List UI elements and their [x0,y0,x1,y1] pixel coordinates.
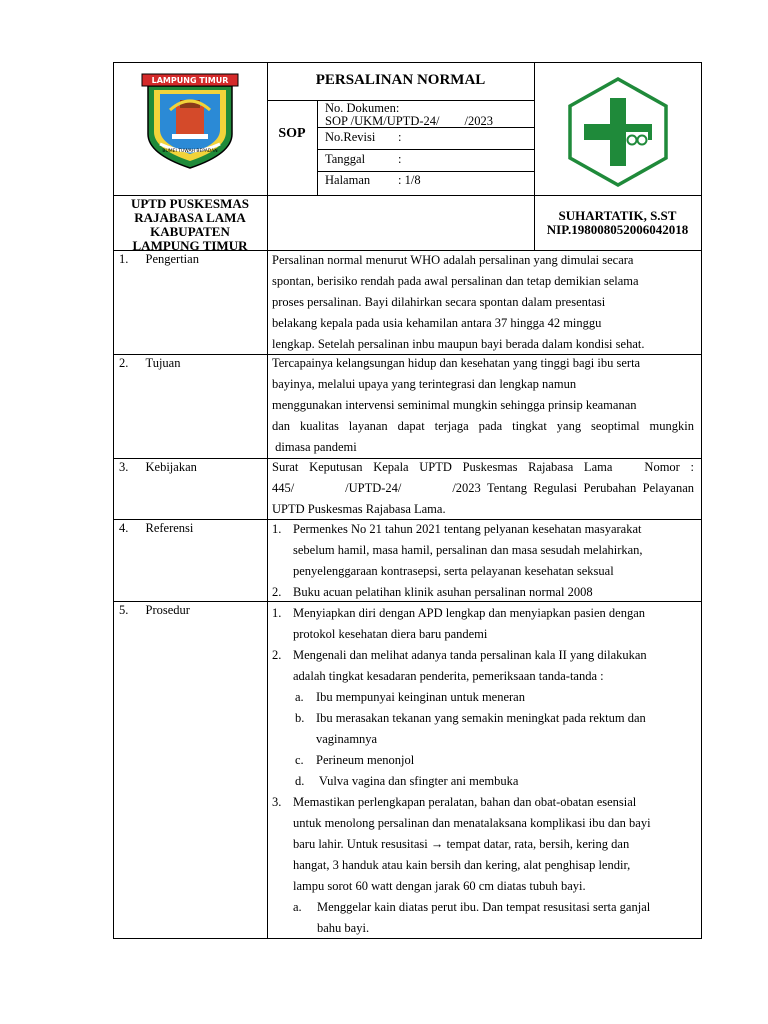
lampung-timur-logo [140,72,240,172]
no-revisi-colon: : [398,130,402,144]
text-line: bayinya, melalui upaya yang terintegrasi dan lengkap namun [272,377,577,391]
text-line: 445/ /UPTD-24/ /2023 Tentang Regulasi Perubahan Pelayanan [272,481,694,495]
text-line: UPTD Puskesmas Rajabasa Lama. [272,502,446,516]
sub-list-letter: d. [295,774,305,788]
kebijakan-text [272,457,694,520]
section-number: 1. [119,252,129,266]
prosedur-list [272,603,696,939]
svg-text:BUMEI TUWAH BEPADAN: BUMEI TUWAH BEPADAN [162,149,218,154]
section-number: 2. [119,356,129,370]
text-line: Memastikan perlengkapan peralatan, bahan dan obat-obatan esensial [293,795,637,809]
section-prosedur-label [119,603,190,618]
text-line: penyelenggaraan kontrasepsi, serta pelayanan kesehatan seksual [293,564,614,578]
section-referensi-label [119,521,193,536]
no-revisi-label: No.Revisi [325,130,376,144]
text-line: Perineum menonjol [316,753,415,767]
text-line: proses persalinan. Bayi dilahirkan secara spontan dalam presentasi [272,295,606,309]
tanggal-label: Tanggal [325,152,366,166]
halaman-value: : 1/8 [398,173,421,187]
section-tujuan-label [119,356,180,371]
section-title: Kebijakan [145,460,197,474]
no-dokumen-value: SOP /UKM/UPTD-24/ /2023 [325,114,493,128]
text-line: Tercapainya kelangsungan hidup dan kesehatan yang tinggi bagi ibu serta [272,356,641,370]
sub-list-item [293,771,696,792]
text-line: dan kualitas layanan dapat terjaga pada tingkat yang seoptimal mungkin [272,419,694,433]
referensi-list [272,519,696,603]
puskesmas-logo [566,76,670,188]
list-item [272,792,696,939]
text-line: menggunakan intervensi seminimal mungkin sehingga prinsip keamanan [272,398,637,412]
text-line: baru lahir. Untuk resusitasi → tempat datar, rata, bersih, kering dan [293,837,630,851]
org-line-2: RAJABASA LAMA [134,210,246,225]
section-title: Pengertian [145,252,199,266]
list-item [272,582,696,603]
text-line: Buku acuan pelatihan klinik asuhan persalinan normal 2008 [293,585,593,599]
section-pengertian-label [119,252,199,267]
text-line: untuk menolong persalinan dan menatalaksana komplikasi ibu dan bayi [293,816,651,830]
text-line: Menggelar kain diatas perut ibu. Dan tempat resusitasi serta ganjal [317,900,651,914]
document-title: PERSALINAN NORMAL [315,72,486,88]
section-title: Referensi [145,521,194,535]
section-title: Prosedur [145,603,190,617]
sub-list-letter: a. [295,690,304,704]
halaman-label: Halaman [325,173,371,187]
signer-nip: NIP.198008052006042018 [546,222,689,237]
list-item [272,519,696,582]
pengertian-text [272,250,696,355]
sop-label: SOP [278,126,306,141]
no-dokumen-label: No. Dokumen: [325,101,400,115]
signer-block [534,209,701,237]
list-number: 3. [272,795,282,809]
text-line: lengkap. Setelah persalinan inbu maupun bayi berada dalam kondisi sehat. [272,337,645,351]
section-number: 3. [119,460,129,474]
signer-name: SUHARTATIK, S.ST [558,208,677,223]
text-line: adalah tingkat kesadaran penderita, pemeriksaan tanda-tanda : [293,669,604,683]
list-number: 2. [272,585,282,599]
text-line: Permenkes No 21 tahun 2021 tentang pelyanan kesehatan masyarakat [293,522,642,536]
sub-list-letter: c. [295,753,304,767]
text-line: Ibu mempunyai keinginan untuk meneran [316,690,525,704]
org-line-1: UPTD PUSKESMAS [130,196,250,211]
list-item [272,645,696,792]
list-item [272,603,696,645]
org-line-3: KABUPATEN [150,224,230,239]
sub-list-letter: a. [293,900,302,914]
text-line: sebelum hamil, masa hamil, persalinan dan masa sesudah melahirkan, [293,543,643,557]
text-line: spontan, berisiko rendah pada awal persalinan dan tetap demikian selama [272,274,639,288]
text-line: belakang kepala pada usia kehamilan antara 37 hingga 42 minggu [272,316,602,330]
tanggal-colon: : [398,152,402,166]
text-line: hangat, 3 handuk atau kain bersih dan kering, alat penghisap lendir, [293,858,631,872]
text-line: Vulva vagina dan sfingter ani membuka [316,774,519,788]
text-line: Menyiapkan diri dengan APD lengkap dan menyiapkan pasien dengan [293,606,645,620]
section-kebijakan-label [119,460,197,475]
text-line: vaginamnya [316,732,378,746]
list-number: 1. [272,522,282,536]
sub-list-item [293,687,696,708]
text-line: bahu bayi. [317,921,370,935]
tujuan-text [272,353,694,458]
sub-list-item [293,750,696,771]
organization-name [113,197,267,253]
list-number: 2. [272,648,282,662]
text-line: Surat Keputusan Kepala UPTD Puskesmas Rajabasa Lama Nomor : [272,460,694,474]
sub-list-letter: b. [295,711,305,725]
text-line: Persalinan normal menurut WHO adalah persalinan yang dimulai secara [272,253,634,267]
section-number: 4. [119,521,129,535]
sub-list-item [293,897,696,939]
text-line: Ibu merasakan tekanan yang semakin meningkat pada rektum dan [316,711,646,725]
sub-list-item [293,708,696,750]
section-title: Tujuan [145,356,181,370]
svg-text:LAMPUNG TIMUR: LAMPUNG TIMUR [151,76,229,85]
text-line: Mengenali dan melihat adanya tanda persalinan kala II yang dilakukan [293,648,647,662]
list-number: 1. [272,606,282,620]
text-line: lampu sorot 60 watt dengan jarak 60 cm diatas tubuh bayi. [293,879,586,893]
section-number: 5. [119,603,129,617]
text-line: dimasa pandemi [272,440,357,454]
text-line: protokol kesehatan diera baru pandemi [293,627,488,641]
org-line-4: LAMPUNG TIMUR [132,238,248,253]
